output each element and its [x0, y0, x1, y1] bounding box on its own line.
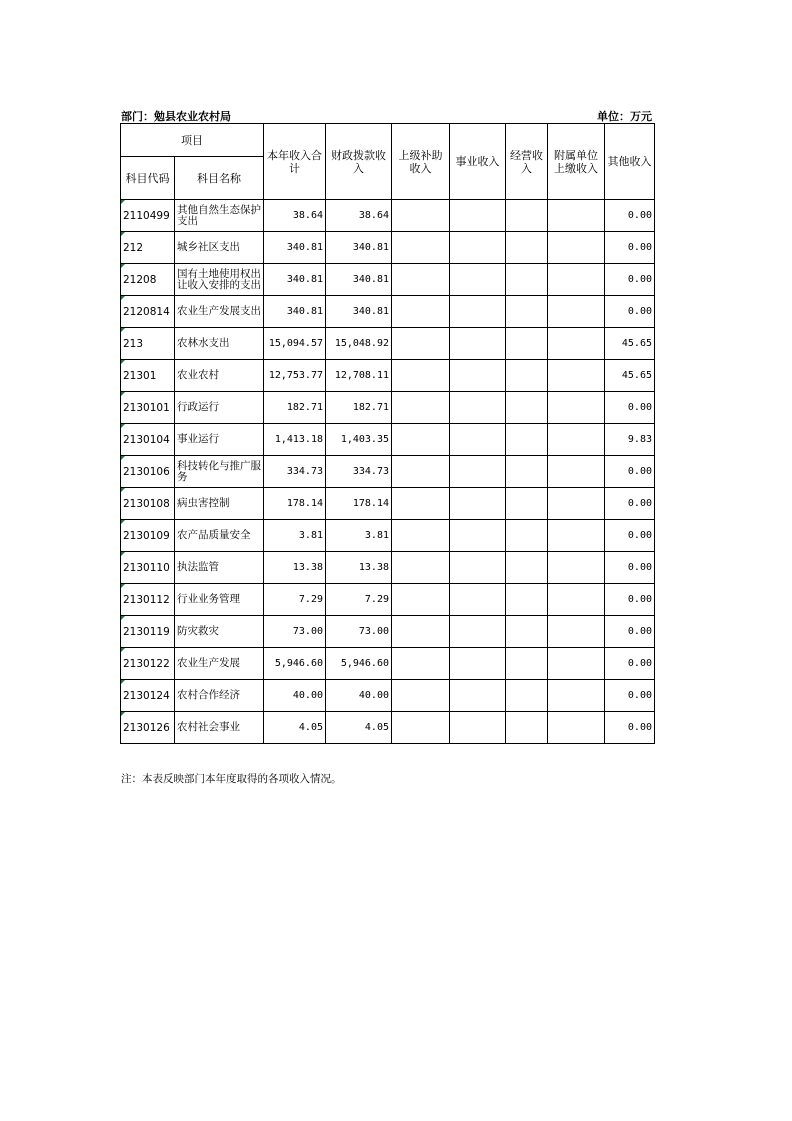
cell-affiliated: [548, 424, 605, 456]
cell-fiscal: 1,403.35: [326, 424, 392, 456]
cell-operating: [506, 296, 548, 328]
cell-total: 7.29: [264, 584, 326, 616]
income-table: [120, 123, 655, 744]
cell-other: 0.00: [605, 392, 655, 424]
table-row: [121, 648, 655, 680]
footer-note: 注：本表反映部门本年度取得的各项收入情况。: [121, 773, 342, 785]
cell-upper: [392, 360, 450, 392]
cell-name: 农业生产发展支出: [175, 296, 264, 328]
cell-business: [450, 552, 506, 584]
cell-upper: [392, 200, 450, 232]
cell-upper: [392, 680, 450, 712]
cell-operating: [506, 520, 548, 552]
cell-upper: [392, 616, 450, 648]
cell-operating: [506, 680, 548, 712]
cell-upper: [392, 232, 450, 264]
cell-name: 其他自然生态保护支出: [175, 200, 264, 232]
cell-affiliated: [548, 616, 605, 648]
cell-fiscal: 3.81: [326, 520, 392, 552]
cell-operating: [506, 616, 548, 648]
cell-affiliated: [548, 648, 605, 680]
header-upper: 上级补助收入: [392, 124, 450, 200]
cell-operating: [506, 200, 548, 232]
cell-affiliated: [548, 296, 605, 328]
department-label: 部门：勉县农业农村局: [121, 110, 231, 123]
cell-other: 0.00: [605, 488, 655, 520]
cell-affiliated: [548, 520, 605, 552]
cell-business: [450, 296, 506, 328]
cell-business: [450, 456, 506, 488]
cell-name: 行政运行: [175, 392, 264, 424]
table-row: [121, 616, 655, 648]
cell-name: 事业运行: [175, 424, 264, 456]
cell-upper: [392, 488, 450, 520]
cell-business: [450, 648, 506, 680]
cell-code: 2120814: [121, 296, 175, 328]
cell-other: 0.00: [605, 520, 655, 552]
cell-total: 40.00: [264, 680, 326, 712]
cell-total: 4.05: [264, 712, 326, 744]
cell-name: 科技转化与推广服务: [175, 456, 264, 488]
cell-code: 2130101: [121, 392, 175, 424]
cell-code: 21301: [121, 360, 175, 392]
header-business: 事业收入: [450, 124, 506, 200]
cell-code: 2130104: [121, 424, 175, 456]
table-row: [121, 296, 655, 328]
cell-code: 21208: [121, 264, 175, 296]
cell-business: [450, 328, 506, 360]
cell-business: [450, 200, 506, 232]
cell-upper: [392, 520, 450, 552]
cell-operating: [506, 584, 548, 616]
cell-affiliated: [548, 456, 605, 488]
cell-code: 2130109: [121, 520, 175, 552]
cell-upper: [392, 328, 450, 360]
cell-name: 病虫害控制: [175, 488, 264, 520]
cell-name: 农林水支出: [175, 328, 264, 360]
cell-name: 执法监管: [175, 552, 264, 584]
table-row: [121, 328, 655, 360]
cell-fiscal: 4.05: [326, 712, 392, 744]
cell-fiscal: 178.14: [326, 488, 392, 520]
cell-upper: [392, 456, 450, 488]
cell-total: 5,946.60: [264, 648, 326, 680]
cell-business: [450, 232, 506, 264]
cell-code: 2130108: [121, 488, 175, 520]
cell-other: 0.00: [605, 552, 655, 584]
cell-other: 45.65: [605, 360, 655, 392]
cell-fiscal: 334.73: [326, 456, 392, 488]
cell-total: 3.81: [264, 520, 326, 552]
cell-affiliated: [548, 328, 605, 360]
cell-total: 12,753.77: [264, 360, 326, 392]
cell-fiscal: 40.00: [326, 680, 392, 712]
cell-name: 农业农村: [175, 360, 264, 392]
cell-affiliated: [548, 392, 605, 424]
cell-other: 0.00: [605, 680, 655, 712]
cell-business: [450, 392, 506, 424]
cell-code: 2130126: [121, 712, 175, 744]
header-operating: 经营收入: [506, 124, 548, 200]
cell-upper: [392, 648, 450, 680]
cell-fiscal: 340.81: [326, 264, 392, 296]
cell-operating: [506, 328, 548, 360]
cell-name: 农产品质量安全: [175, 520, 264, 552]
cell-code: 2130110: [121, 552, 175, 584]
cell-other: 0.00: [605, 232, 655, 264]
cell-business: [450, 264, 506, 296]
cell-business: [450, 360, 506, 392]
cell-affiliated: [548, 200, 605, 232]
cell-fiscal: 5,946.60: [326, 648, 392, 680]
header-other: 其他收入: [605, 124, 655, 200]
cell-code: 2130112: [121, 584, 175, 616]
header-fiscal: 财政拨款收入: [326, 124, 392, 200]
cell-other: 0.00: [605, 648, 655, 680]
cell-operating: [506, 456, 548, 488]
cell-other: 0.00: [605, 712, 655, 744]
table-row: [121, 360, 655, 392]
cell-fiscal: 7.29: [326, 584, 392, 616]
cell-fiscal: 340.81: [326, 296, 392, 328]
cell-affiliated: [548, 264, 605, 296]
unit-label: 单位：万元: [597, 110, 652, 123]
cell-total: 340.81: [264, 296, 326, 328]
cell-other: 45.65: [605, 328, 655, 360]
cell-code: 213: [121, 328, 175, 360]
cell-total: 340.81: [264, 264, 326, 296]
cell-other: 0.00: [605, 264, 655, 296]
cell-fiscal: 15,048.92: [326, 328, 392, 360]
cell-code: 2130106: [121, 456, 175, 488]
cell-name: 农村合作经济: [175, 680, 264, 712]
cell-operating: [506, 360, 548, 392]
header-name: 科目名称: [175, 157, 264, 200]
table-row: [121, 712, 655, 744]
cell-operating: [506, 648, 548, 680]
cell-business: [450, 616, 506, 648]
cell-operating: [506, 392, 548, 424]
cell-code: 2130122: [121, 648, 175, 680]
cell-business: [450, 488, 506, 520]
cell-operating: [506, 264, 548, 296]
cell-total: 1,413.18: [264, 424, 326, 456]
cell-fiscal: 38.64: [326, 200, 392, 232]
cell-name: 国有土地使用权出让收入安排的支出: [175, 264, 264, 296]
cell-total: 182.71: [264, 392, 326, 424]
header-project: 项目: [121, 124, 264, 157]
cell-operating: [506, 488, 548, 520]
cell-upper: [392, 264, 450, 296]
cell-total: 178.14: [264, 488, 326, 520]
cell-other: 0.00: [605, 616, 655, 648]
cell-operating: [506, 424, 548, 456]
table-row: [121, 680, 655, 712]
cell-fiscal: 12,708.11: [326, 360, 392, 392]
cell-fiscal: 340.81: [326, 232, 392, 264]
cell-name: 防灾救灾: [175, 616, 264, 648]
cell-affiliated: [548, 488, 605, 520]
table-row: [121, 392, 655, 424]
cell-business: [450, 584, 506, 616]
cell-fiscal: 73.00: [326, 616, 392, 648]
cell-name: 农村社会事业: [175, 712, 264, 744]
cell-total: 334.73: [264, 456, 326, 488]
cell-upper: [392, 552, 450, 584]
cell-other: 0.00: [605, 200, 655, 232]
table-row: [121, 488, 655, 520]
cell-total: 73.00: [264, 616, 326, 648]
cell-business: [450, 712, 506, 744]
table-row: [121, 456, 655, 488]
cell-other: 0.00: [605, 456, 655, 488]
cell-operating: [506, 552, 548, 584]
cell-affiliated: [548, 680, 605, 712]
table-row: [121, 200, 655, 232]
cell-affiliated: [548, 232, 605, 264]
cell-business: [450, 424, 506, 456]
cell-code: 2130119: [121, 616, 175, 648]
table-row: [121, 552, 655, 584]
cell-business: [450, 520, 506, 552]
cell-fiscal: 182.71: [326, 392, 392, 424]
header-affiliated: 附属单位上缴收入: [548, 124, 605, 200]
cell-name: 城乡社区支出: [175, 232, 264, 264]
table-row: [121, 424, 655, 456]
table-row: [121, 520, 655, 552]
cell-operating: [506, 712, 548, 744]
cell-affiliated: [548, 712, 605, 744]
cell-upper: [392, 584, 450, 616]
cell-name: 农业生产发展: [175, 648, 264, 680]
table-row: [121, 232, 655, 264]
cell-upper: [392, 296, 450, 328]
cell-other: 0.00: [605, 584, 655, 616]
cell-upper: [392, 392, 450, 424]
header-code: 科目代码: [121, 157, 175, 200]
cell-other: 0.00: [605, 296, 655, 328]
cell-code: 2130124: [121, 680, 175, 712]
cell-other: 9.83: [605, 424, 655, 456]
cell-affiliated: [548, 584, 605, 616]
cell-total: 13.38: [264, 552, 326, 584]
cell-affiliated: [548, 552, 605, 584]
cell-total: 340.81: [264, 232, 326, 264]
cell-operating: [506, 232, 548, 264]
cell-upper: [392, 712, 450, 744]
table-row: [121, 584, 655, 616]
cell-code: 2110499: [121, 200, 175, 232]
cell-affiliated: [548, 360, 605, 392]
cell-name: 行业业务管理: [175, 584, 264, 616]
cell-fiscal: 13.38: [326, 552, 392, 584]
cell-total: 38.64: [264, 200, 326, 232]
table-row: [121, 264, 655, 296]
cell-business: [450, 680, 506, 712]
header-total: 本年收入合计: [264, 124, 326, 200]
cell-total: 15,094.57: [264, 328, 326, 360]
cell-upper: [392, 424, 450, 456]
cell-code: 212: [121, 232, 175, 264]
